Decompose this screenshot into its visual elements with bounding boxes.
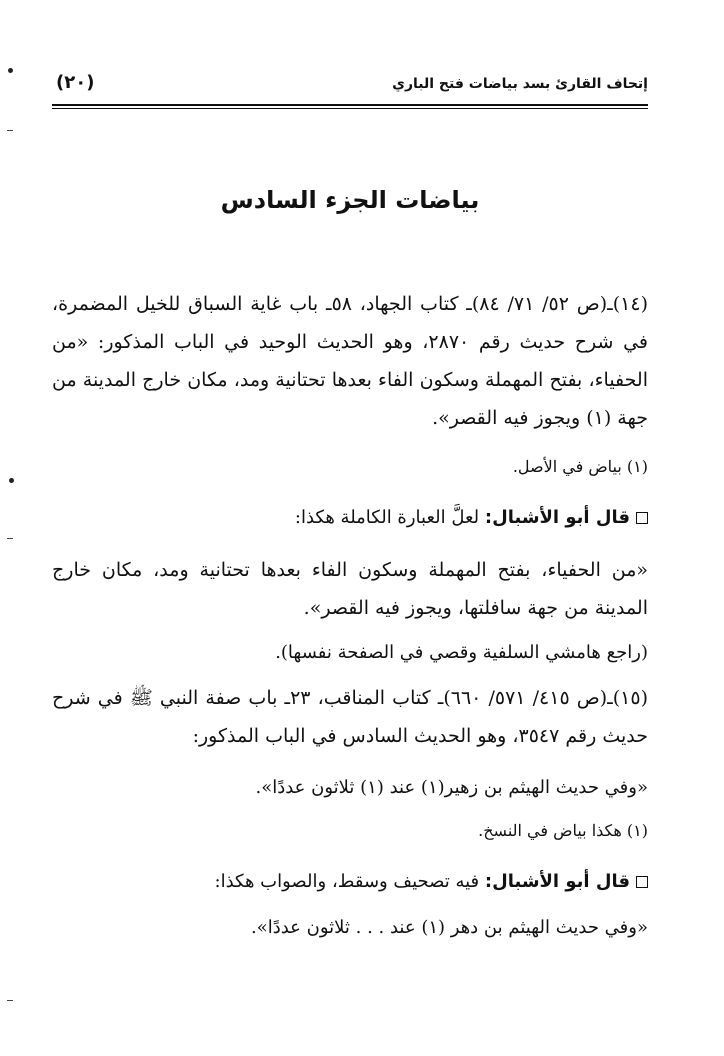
scan-mark (7, 130, 13, 131)
abu-ashbal-text: لعلَّ العبارة الكاملة هكذا: (294, 507, 480, 528)
scan-mark (7, 1000, 13, 1001)
entry-14-abu-note (52, 501, 648, 535)
abu-ashbal-text: فيه تصحيف وسقط، والصواب هكذا: (214, 871, 480, 892)
square-bullet-icon (636, 512, 648, 524)
abu-ashbal-label: قال أبو الأشبال: (484, 871, 630, 892)
running-title: إتحاف القارئ بسد بياضات فتح الباري (392, 76, 648, 92)
main-text (52, 0, 648, 1056)
scan-mark (8, 68, 13, 73)
entry-15-footnote: (١) هكذا بياض في النسخ. (478, 821, 648, 840)
entry-14-quote: «من الحفياء، بفتح المهملة وسكون الفاء بعدها تحتانية ومد، مكان خارج المدينة من جهة سافلتها، ويجوز فيه القصر». (52, 559, 648, 619)
scan-mark (9, 478, 14, 483)
abu-ashbal-label: قال أبو الأشبال: (484, 507, 630, 528)
entry-14-text: (١٤)ـ(ص ٥٢/ ٧١/ ٨٤)ـ كتاب الجهاد، ٥٨ـ باب غاية السباق للخيل المضمرة، في شرح حديث رقم ٢٨٧٠، وهو الحديث الوحيد في الباب المذكور: «من الحفياء، بفتح المهملة وسكون الفاء بعدها تحتانية ومد، مكان خارج المدينة من جهة (١) ويجوز فيه القصر». (52, 293, 648, 429)
page-number: (٢٠) (56, 72, 95, 93)
entry-15-quote-1: «وفي حديث الهيثم بن زهير(١) عند (١) ثلاثون عددًا». (255, 777, 648, 798)
entry-14-footnote: (١) بياض في الأصل. (512, 457, 648, 476)
entry-15-quote-2: «وفي حديث الهيثم بن دهر (١) عند . . . ثلاثون عددًا». (250, 917, 648, 938)
entry-15-text: (١٥)ـ(ص ٤١٥/ ٥٧١/ ٦٦٠)ـ كتاب المناقب، ٢٣ـ باب صفة النبي ﷺ في شرح حديث رقم ٣٥٤٧، وهو الحديث السادس في الباب المذكور: (52, 687, 648, 747)
entry-14-refer: (راجع هامشي السلفية وقصي في الصفحة نفسها). (275, 642, 648, 663)
section-title: بياضات الجزء السادس (220, 186, 480, 214)
entry-15-abu-note (52, 865, 648, 899)
scan-mark (7, 538, 13, 539)
square-bullet-icon (636, 876, 648, 888)
